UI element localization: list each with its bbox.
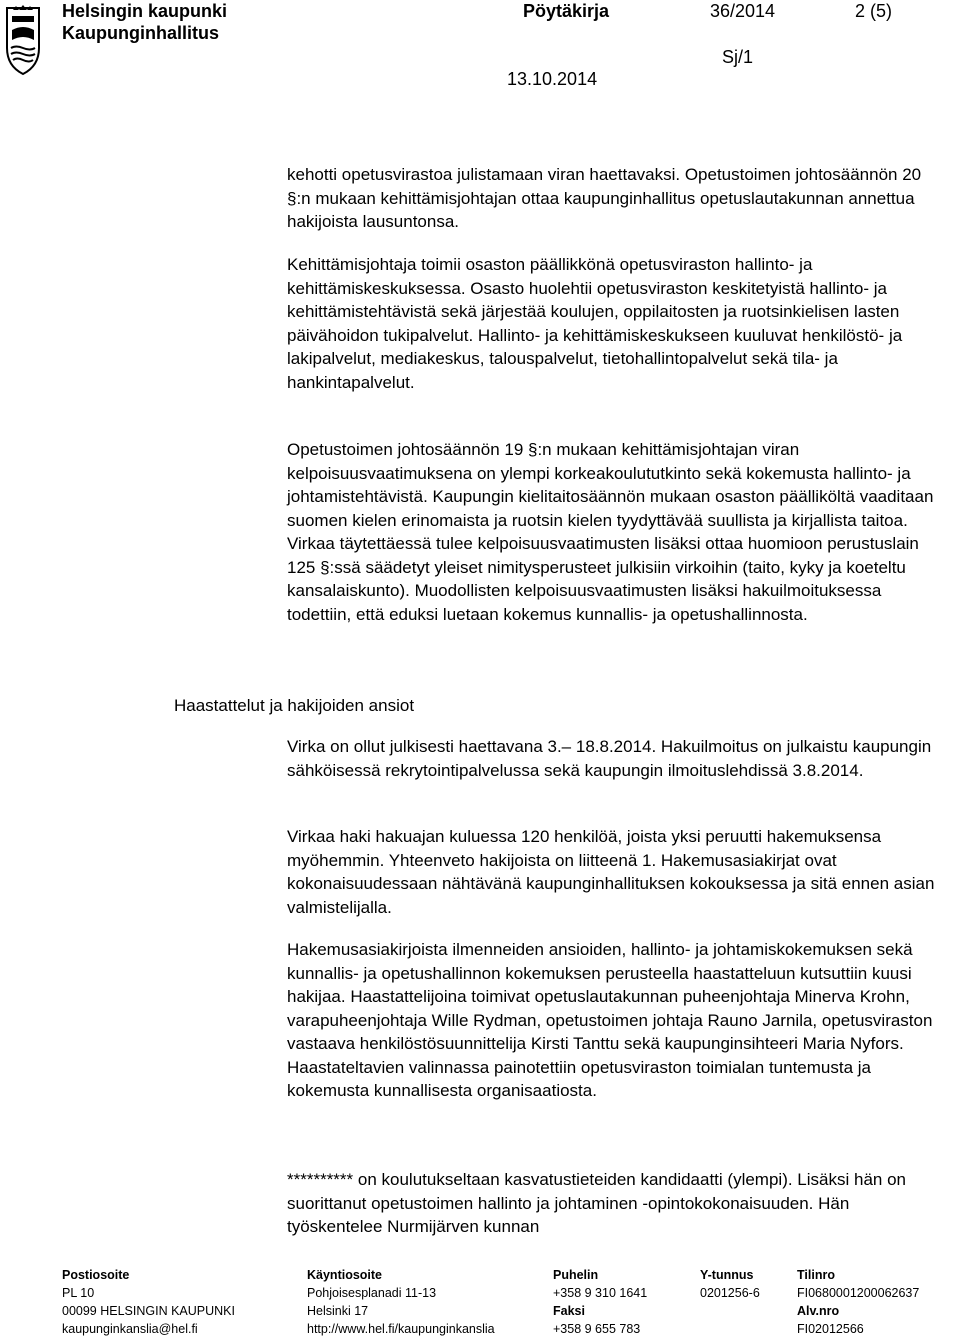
body-section-4 xyxy=(287,735,947,782)
footer-visit xyxy=(307,1266,495,1338)
footer-account xyxy=(797,1266,919,1338)
side-heading: Haastattelut ja hakijoiden ansiot xyxy=(174,696,415,715)
page-number: 2 (5) xyxy=(855,1,893,21)
footer-line: PL 10 xyxy=(62,1286,95,1300)
footer-heading: Käyntiosoite xyxy=(307,1268,383,1282)
footer-url: http://www.hel.fi/kaupunginkanslia xyxy=(307,1322,495,1336)
section-id: Sj/1 xyxy=(722,47,754,67)
footer-heading: Postiosoite xyxy=(62,1268,130,1282)
body-section-2 xyxy=(287,253,947,394)
helsinki-crest-logo xyxy=(4,4,42,76)
doc-number: 36/2014 xyxy=(710,1,776,21)
body-section-7 xyxy=(287,1168,947,1239)
footer-heading: Alv.nro xyxy=(797,1304,840,1318)
body-section-6 xyxy=(287,938,947,1103)
paragraph: Kehittämisjohtaja toimii osaston päällikkönä opetusviraston hallinto- ja kehittämiskeskuksessa. Osasto huolehtii opetusviraston keskitetyistä hallinto- ja kehittämistehtävistä sekä järjestää koulujen, oppilaitosten ja ruotsinkielisen lasten päivähoidon tukipalvelut. Hallinto- ja kehittämiskeskukseen kuuluvat henkilöstö- ja lakipalvelut, mediakeskus, talouspalvelut, tietohallintopalvelut sekä tila- ja hankintapalvelut. xyxy=(287,255,903,392)
footer-heading: Faksi xyxy=(553,1304,585,1318)
footer-ytunnus xyxy=(700,1266,760,1302)
paragraph: kehotti opetusvirastoa julistamaan viran haettavaksi. Opetustoimen johtosäännön 20 §:n mukaan kehittämisjohtajan ottaa kaupunginhallitus opetuslautakunnan annettua hakijoista lausuntonsa. xyxy=(287,165,922,231)
footer-heading: Y-tunnus xyxy=(700,1268,754,1282)
meeting-date: 13.10.2014 xyxy=(507,69,598,89)
paragraph: Hakemusasiakirjoista ilmenneiden ansioiden, hallinto- ja johtamiskokemuksen sekä kunnallis- ja opetushallinnon kokemuksen perusteella haastatteluun kutsuttiin kuusi hakijaa. Haastattelijoina toimivat opetuslautakunnan puheenjohtaja Minerva Krohn, varapuheenjohtaja Wille Rydman, opetustoimen johtaja Rauno Jarnila, opetusviraston vastaava henkilöstösuunnittelija Kirsti Tanttu sekä kaupunginsihteeri Maria Nyfors. Haastateltavien valinnassa painotettiin opetusviraston toimialan tuntemusta ja kokemusta kunnallisesta organisaatiosta. xyxy=(287,940,933,1100)
footer-line: 0201256-6 xyxy=(700,1286,760,1300)
footer-postal xyxy=(62,1266,235,1338)
body-name: Kaupunginhallitus xyxy=(62,23,219,43)
paragraph: Virka on ollut julkisesti haettavana 3.– 18.8.2014. Hakuilmoitus on julkaistu kaupungin sähköisessä rekrytointipalvelussa sekä kaupungin ilmoituslehdissä 3.8.2014. xyxy=(287,737,932,780)
footer-line: Pohjoisesplanadi 11-13 xyxy=(307,1286,437,1300)
paragraph: Virkaa haki hakuajan kuluessa 120 henkilöä, joista yksi peruutti hakemuksensa myöhemmin. Yhteenveto hakijoista on liitteenä 1. Hakemusasiakirjat ovat kokonaisuudessaan nähtävänä kaupunginhallituksen kokouksessa ja sitä ennen asian valmistelijalla. xyxy=(287,827,935,917)
footer-email: kaupunginkanslia@hel.fi xyxy=(62,1322,198,1336)
org-name: Helsingin kaupunki xyxy=(62,1,228,21)
footer-line: +358 9 310 1641 xyxy=(553,1286,648,1300)
body-section-1 xyxy=(287,163,947,234)
footer-phone xyxy=(553,1266,647,1338)
paragraph: ********** on koulutukseltaan kasvatustieteiden kandidaatti (ylempi). Lisäksi hän on suorittanut opetustoimen hallinto ja johtaminen -opintokokonaisuuden. Hän työskentelee Nurmijärven kunnan xyxy=(287,1170,906,1236)
footer-line: FI0680001200062637 xyxy=(797,1286,920,1300)
footer-line: Helsinki 17 xyxy=(307,1304,369,1318)
footer-heading: Tilinro xyxy=(797,1268,835,1282)
doc-type: Pöytäkirja xyxy=(523,1,610,21)
paragraph: Opetustoimen johtosäännön 19 §:n mukaan kehittämisjohtajan viran kelpoisuusvaatimuksena on ylempi korkeakoulututkinto sekä kokemusta hallinto- ja johtamistehtävistä. Kaupungin kielitaitosäännön mukaan osaston päälliköltä vaaditaan suomen kielen erinomaista ja ruotsin kielen tyydyttävää suullista ja kirjallista taitoa. Virkaa täytettäessä tulee kelpoisuusvaatimusten lisäksi ottaa huomioon perustuslain 125 §:ssä säädetyt yleiset nimitysperusteet julkisiin virkoihin (taito, kyky ja koeteltu kansalaiskunto). Muodollisten kelpoisuusvaatimusten lisäksi hakuilmoituksessa todettiin, että eduksi luetaan kokemus kunnallis- ja opetushallinnosta. xyxy=(287,440,934,624)
body-section-3 xyxy=(287,438,947,626)
body-section-5 xyxy=(287,825,947,919)
footer-line: 00099 HELSINGIN KAUPUNKI xyxy=(62,1304,235,1318)
footer-line: +358 9 655 783 xyxy=(553,1322,641,1336)
footer-heading: Puhelin xyxy=(553,1268,599,1282)
footer-line: FI02012566 xyxy=(797,1322,864,1336)
